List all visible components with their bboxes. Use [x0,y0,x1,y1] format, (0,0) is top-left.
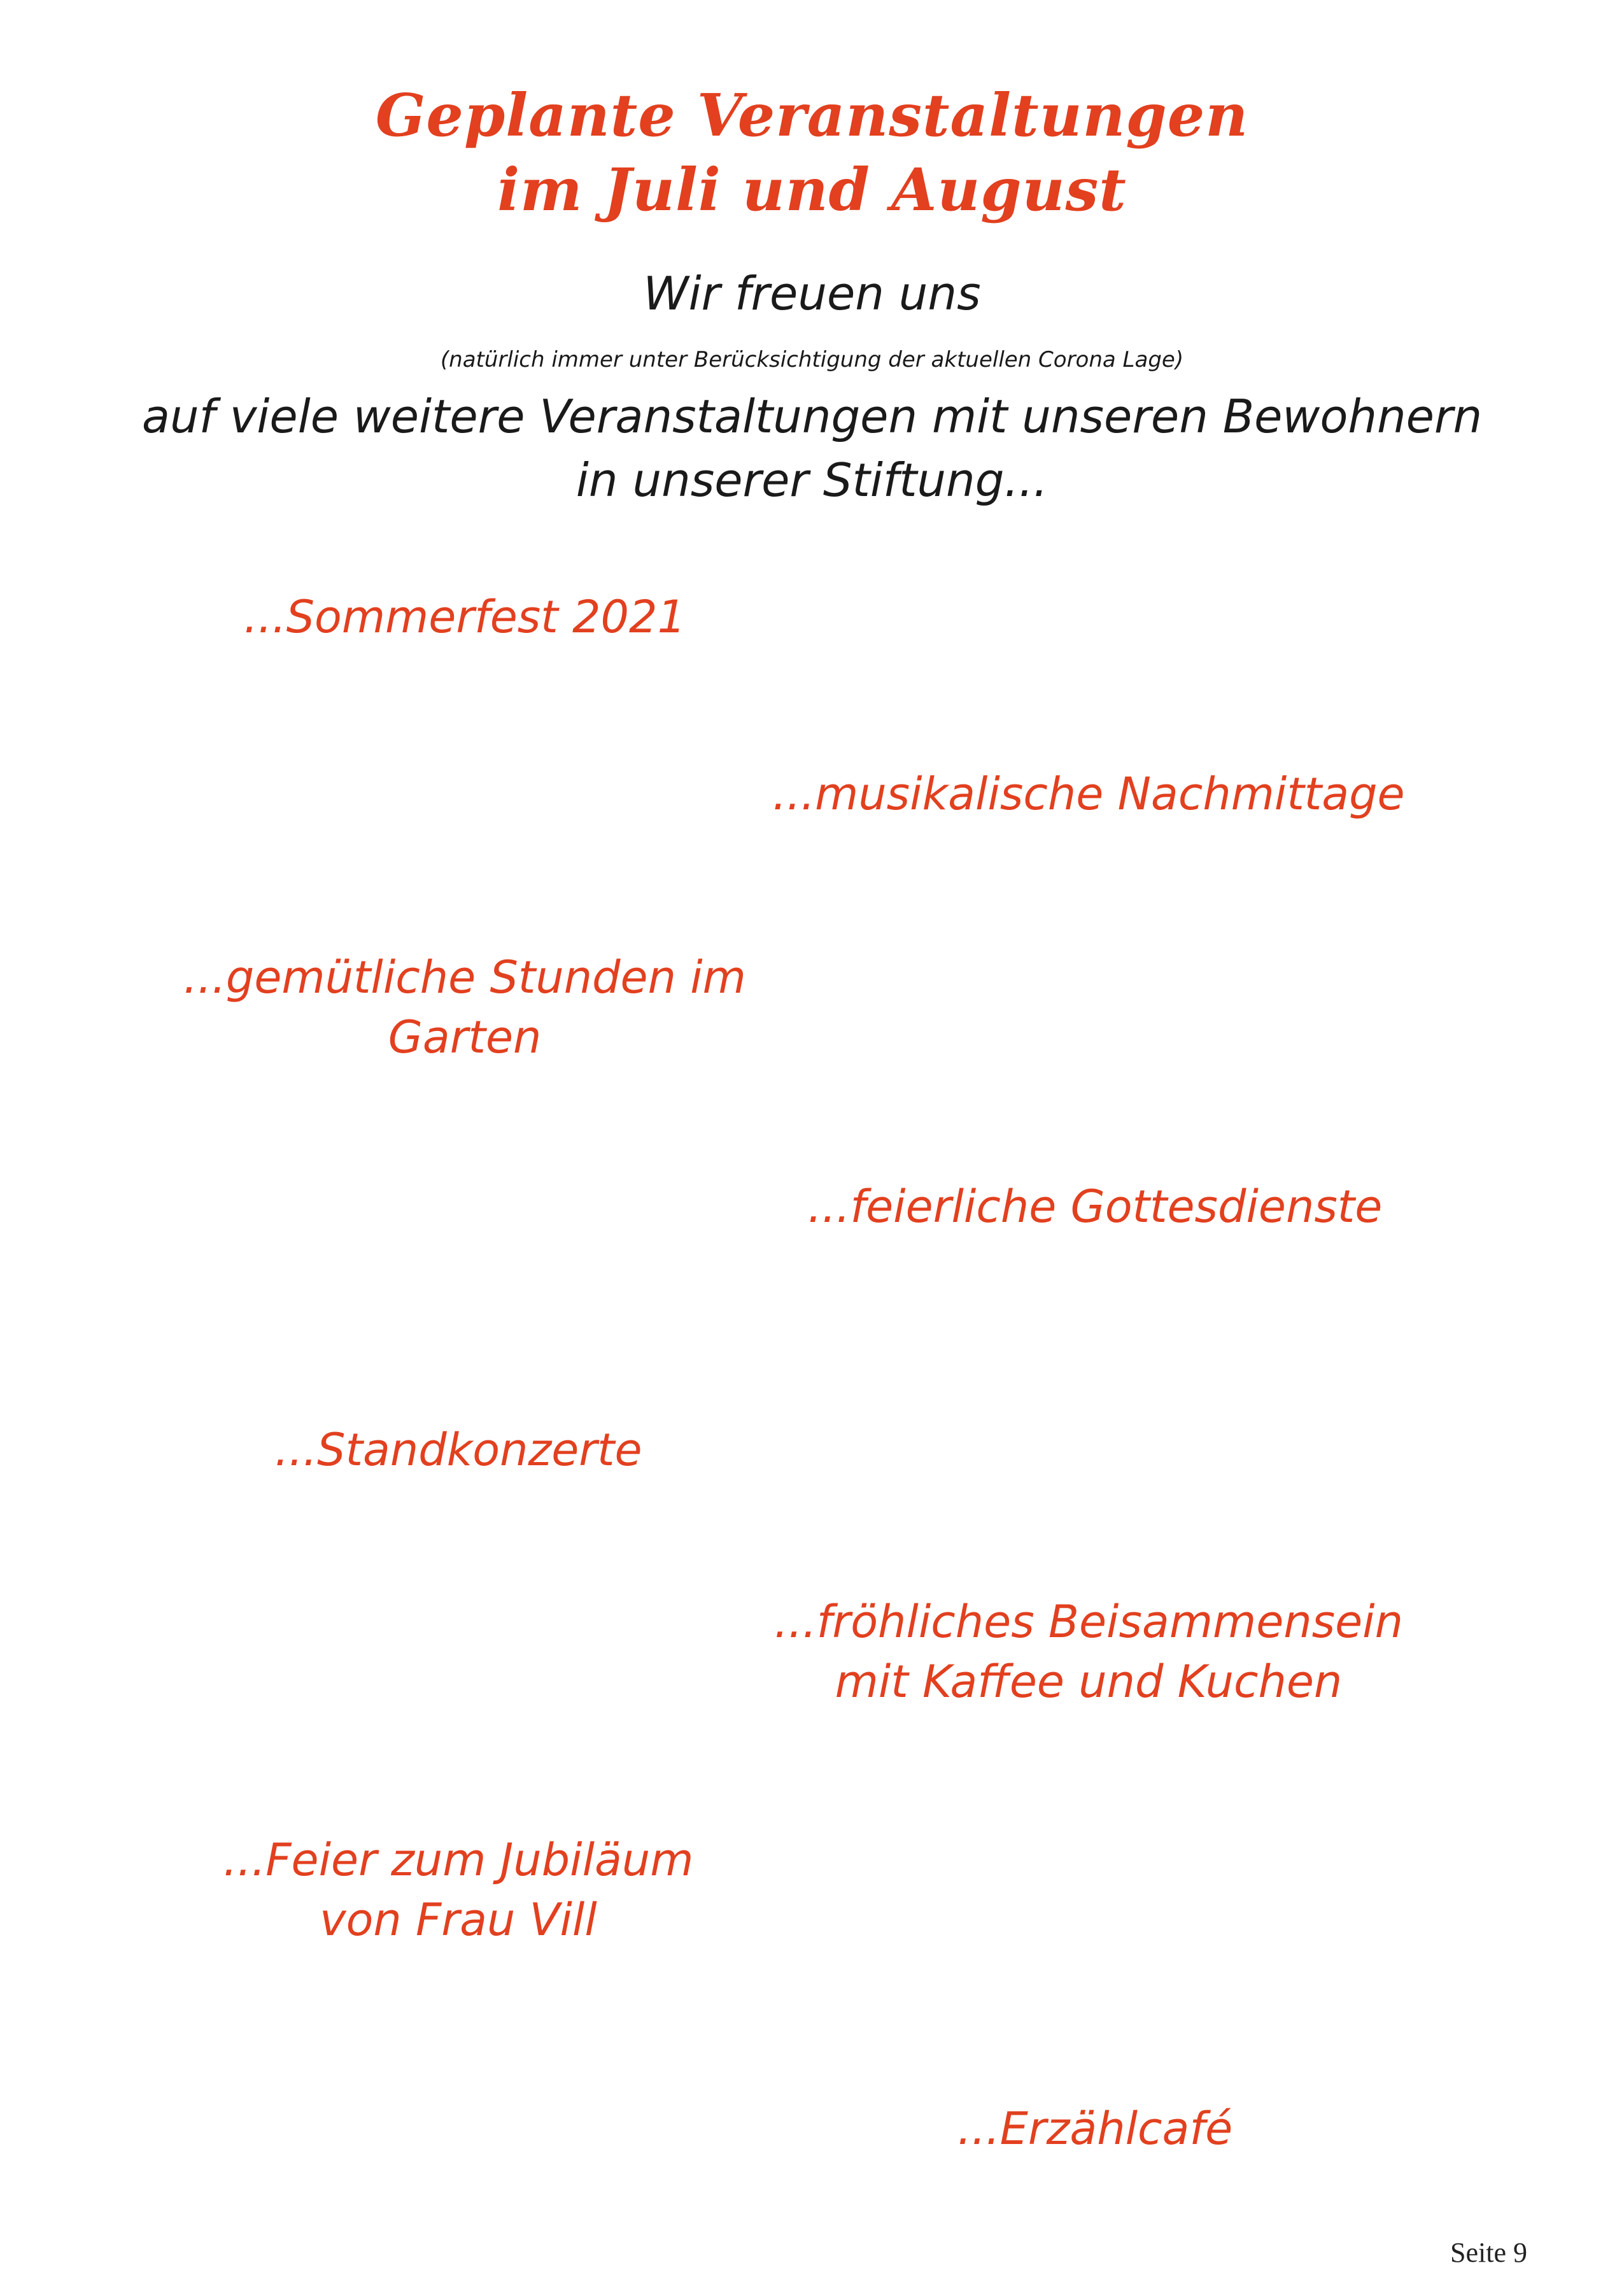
event-line: ...fröhliches Beisammensein [774,1596,1403,1648]
intro-note: (natürlich immer unter Berücksichtigung der aktuellen Corona Lage) [440,347,1184,373]
page-title-line-1: Geplante Veranstaltungen [375,81,1249,150]
event-line: ...Sommerfest 2021 [243,591,686,643]
event-line: ...Erzählcafé [957,2103,1233,2155]
intro-line-1: Wir freuen uns [643,267,981,320]
event-line: ...gemütliche Stunden im [183,951,746,1004]
event-line: von Frau Vill [320,1894,597,1946]
event-line: ...Feier zum Jubiläum [223,1834,694,1886]
event-line: ...Standkonzerte [274,1424,642,1476]
event-musikalische-nachmittage [758,764,1420,824]
event-jubilaeum [197,1830,719,1950]
event-erzaehlcafe [917,2099,1273,2159]
event-line: ...musikalische Nachmittage [772,768,1405,820]
event-line: ...feierliche Gottesdienste [807,1181,1383,1233]
event-gottesdienste [777,1177,1413,1237]
intro-line-2: auf viele weitere Veranstaltungen mit unseren Bewohnern [141,390,1483,443]
event-beisammensein [758,1592,1420,1712]
event-sommerfest [210,587,719,647]
page-title-line-2: im Juli und August [497,155,1127,224]
event-stunden-im-garten [153,948,777,1067]
event-line: Garten [388,1011,542,1063]
event-standkonzerte [242,1420,675,1480]
event-line: mit Kaffee und Kuchen [835,1656,1343,1708]
page-number: Seite 9 [1450,2237,1527,2268]
intro-line-3: in unserer Stiftung... [575,453,1049,507]
